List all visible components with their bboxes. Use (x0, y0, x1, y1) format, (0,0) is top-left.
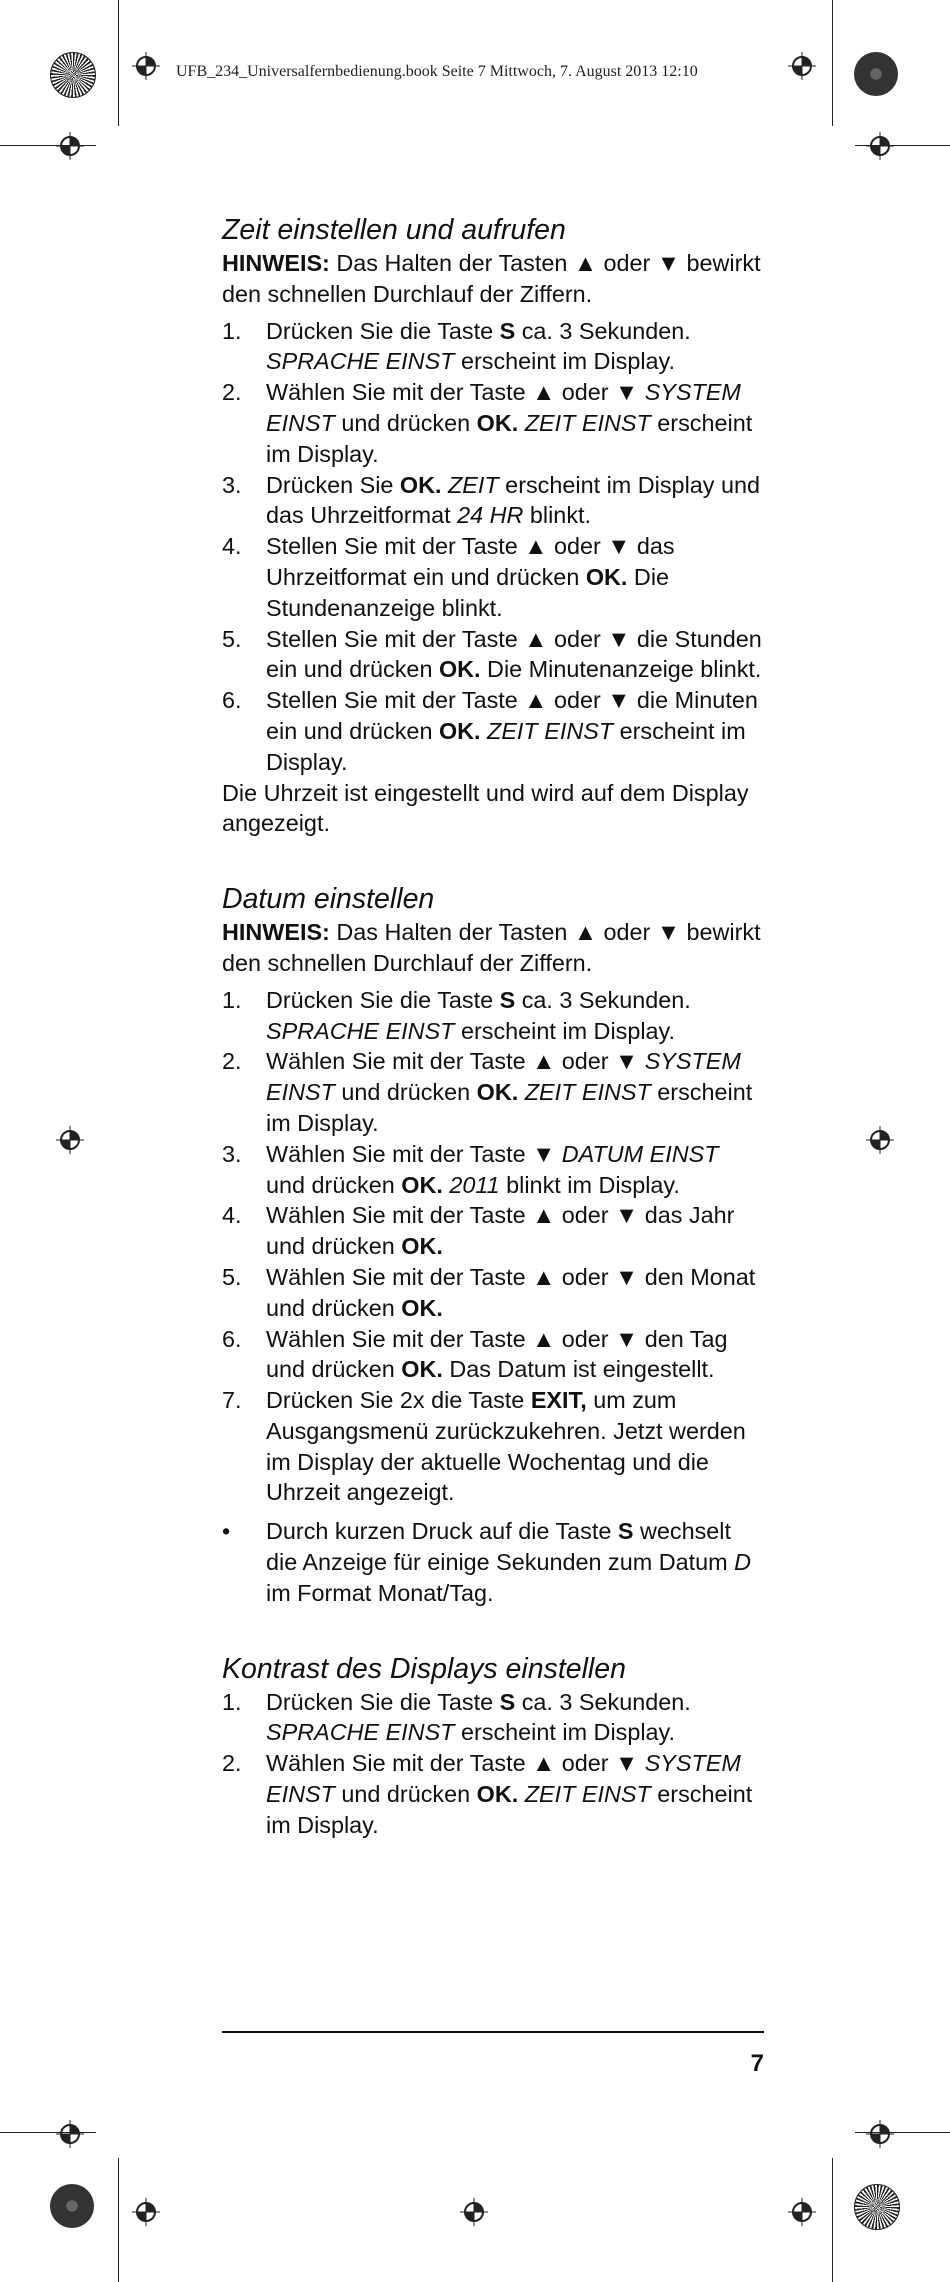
bold-text: S (499, 986, 516, 1013)
italic-text: ZEIT EINST (487, 717, 614, 744)
text-run: Drücken Sie die Taste (266, 986, 500, 1013)
registration-mark-icon (866, 2120, 894, 2148)
text-run: wechselt die Anzeige für einige Sekunden zum Datum (266, 1518, 735, 1576)
text-run: Wählen Sie mit der Taste ▲ oder ▼ (266, 379, 645, 406)
step-text (266, 1262, 764, 1324)
step-text (266, 685, 764, 777)
note (222, 248, 764, 310)
step-text (266, 1687, 764, 1749)
italic-text: ZEIT (448, 471, 499, 498)
bold-text: OK. (476, 409, 519, 436)
step-text (266, 985, 764, 1047)
text-run: Drücken Sie (266, 471, 400, 498)
bullet-text (266, 1516, 764, 1608)
text-run: und drücken (334, 1781, 477, 1808)
italic-text: DATUM EINST (561, 1140, 719, 1167)
section-title: Zeit einstellen und aufrufen (222, 214, 566, 246)
italic-text: ZEIT EINST (524, 409, 651, 436)
print-header: UFB_234_Universalfernbedienung.book Seite 7 Mittwoch, 7. August 2013 12:10 (176, 63, 698, 80)
text-run: erscheint im Display und das Uhrzeitformat (266, 471, 760, 529)
step-list (222, 985, 764, 1509)
bullet-mark: • (222, 1518, 231, 1545)
text-run: erscheint im Display. (266, 717, 746, 775)
bold-text: OK. (585, 563, 628, 590)
list-item (222, 1324, 764, 1386)
list-item (222, 1748, 764, 1840)
step-text (266, 1139, 764, 1201)
bold-text: EXIT, (530, 1387, 587, 1414)
step-number: 2. (222, 379, 242, 406)
list-item (222, 531, 764, 623)
step-number: 4. (222, 533, 242, 560)
closing-text: Die Uhrzeit ist eingestellt und wird auf dem Display angezeigt. (222, 779, 749, 837)
registration-mark-icon (56, 2120, 84, 2148)
text-run: Drücken Sie 2x die Taste (266, 1387, 531, 1414)
italic-text: SYSTEM EINST (266, 379, 741, 436)
step-list (222, 316, 764, 778)
registration-mark-icon (866, 132, 894, 160)
text-run: und drücken (334, 1079, 477, 1106)
step-number: 3. (222, 471, 242, 498)
page-content (222, 212, 764, 1841)
text-run: erscheint im Display. (266, 409, 753, 467)
note-text: Das Halten der Tasten ▲ oder ▼ bewirkt den schnellen Durchlauf der Ziffern. (222, 919, 761, 976)
note-text: Das Halten der Tasten ▲ oder ▼ bewirkt den schnellen Durchlauf der Ziffern. (222, 250, 761, 307)
list-item (222, 377, 764, 469)
step-text (266, 316, 764, 378)
text-run: Wählen Sie mit der Taste ▼ (266, 1140, 562, 1167)
color-target-icon (854, 52, 898, 96)
list-item (222, 1200, 764, 1262)
text-run: Wählen Sie mit der Taste ▲ oder ▼ (266, 1750, 645, 1777)
registration-mark-icon (56, 1126, 84, 1154)
text-run: und drücken (266, 1171, 402, 1198)
italic-text: 24 HR (457, 502, 524, 529)
text-run: im Format Monat/Tag. (266, 1579, 494, 1606)
registration-mark-icon (132, 2198, 160, 2226)
list-item (222, 685, 764, 777)
bold-text: OK. (401, 1356, 443, 1383)
step-text (266, 1748, 764, 1840)
list-item (222, 1139, 764, 1201)
italic-text: ZEIT EINST (524, 1079, 651, 1106)
step-text (266, 1200, 764, 1262)
text-run: Die Minutenanzeige blinkt. (480, 656, 762, 683)
list-item (222, 316, 764, 378)
step-number: 6. (222, 687, 242, 714)
bold-text: OK. (438, 717, 481, 744)
text-run: blinkt im Display. (499, 1171, 680, 1198)
text-run: Durch kurzen Druck auf die Taste (266, 1518, 618, 1545)
note-label: HINWEIS: (222, 250, 330, 276)
step-number: 1. (222, 1688, 242, 1715)
bold-text: OK. (401, 1294, 443, 1321)
text-run: blinkt. (523, 502, 592, 529)
text-run: erscheint im Display. (454, 348, 676, 375)
bold-text: OK. (399, 471, 442, 498)
bold-text: OK. (401, 1233, 443, 1260)
bullet-item (222, 1516, 764, 1608)
text-run: erscheint im Display. (266, 1781, 753, 1838)
text-run: erscheint im Display. (454, 1017, 676, 1044)
list-item (222, 1385, 764, 1508)
list-item (222, 985, 764, 1047)
bold-text: S (499, 317, 516, 344)
color-target-icon (50, 52, 96, 98)
step-number: 3. (222, 1140, 242, 1167)
text-run: Das Datum ist eingestellt. (442, 1356, 715, 1383)
text-run: erscheint im Display. (266, 1079, 753, 1136)
italic-text: ZEIT EINST (524, 1781, 651, 1808)
note (222, 917, 764, 979)
list-item (222, 1687, 764, 1749)
text-run: Die Stundenanzeige blinkt. (266, 563, 670, 621)
text-run: Wählen Sie mit der Taste ▲ oder ▼ den Tag und drücken (266, 1325, 728, 1383)
step-number: 2. (222, 1750, 242, 1777)
step-number: 2. (222, 1048, 242, 1075)
step-number: 1. (222, 986, 242, 1013)
list-item (222, 1262, 764, 1324)
bold-text: OK. (476, 1781, 519, 1808)
step-text (266, 470, 764, 532)
bold-text: S (499, 1688, 516, 1715)
list-item (222, 624, 764, 686)
bold-text: OK. (476, 1079, 519, 1106)
text-run: Stellen Sie mit der Taste ▲ oder ▼ die Stunden ein und drücken (266, 625, 762, 683)
italic-text: SPRACHE EINST (266, 1719, 455, 1746)
bold-text: OK. (401, 1171, 443, 1198)
section-zeit-einstellen (222, 212, 764, 839)
step-number: 5. (222, 1263, 242, 1290)
italic-text: SPRACHE EINST (266, 348, 455, 375)
text-run: Stellen Sie mit der Taste ▲ oder ▼ das Uhrzeitformat ein und drücken (266, 533, 675, 590)
italic-text: SYSTEM EINST (266, 1750, 741, 1808)
text-run: Stellen Sie mit der Taste ▲ oder ▼ die Minuten ein und drücken (266, 687, 758, 744)
note-label: HINWEIS: (222, 919, 330, 946)
bold-text: S (617, 1518, 634, 1545)
step-text (266, 1385, 764, 1508)
step-text (266, 1046, 764, 1138)
section-title: Kontrast des Displays einstellen (222, 1652, 626, 1685)
italic-text: SYSTEM EINST (266, 1048, 741, 1106)
text-run: ca. 3 Sekunden. (515, 986, 691, 1013)
section-datum-einstellen (222, 881, 764, 1609)
registration-mark-icon (460, 2198, 488, 2226)
step-text (266, 1324, 764, 1386)
text-run: Drücken Sie die Taste (266, 1688, 500, 1715)
bold-text: OK. (438, 656, 481, 683)
step-number: 6. (222, 1325, 242, 1352)
registration-mark-icon (56, 132, 84, 160)
text-run: erscheint im Display. (454, 1719, 676, 1746)
registration-mark-icon (788, 52, 816, 80)
text-run: Drücken Sie die Taste (266, 317, 500, 344)
list-item (222, 470, 764, 532)
page-number: 7 (750, 2050, 764, 2077)
registration-mark-icon (866, 1126, 894, 1154)
italic-text: 2011 (449, 1171, 500, 1198)
step-number: 4. (222, 1202, 242, 1229)
step-text (266, 624, 764, 686)
list-item (222, 1046, 764, 1138)
registration-mark-icon (132, 52, 160, 80)
text-run: Wählen Sie mit der Taste ▲ oder ▼ den Monat und drücken (266, 1263, 756, 1321)
step-text (266, 531, 764, 623)
section-title: Datum einstellen (222, 883, 435, 916)
italic-text: D (734, 1549, 752, 1576)
step-number: 1. (222, 317, 242, 344)
color-target-icon (854, 2184, 900, 2230)
italic-text: SPRACHE EINST (266, 1017, 455, 1044)
text-run: ca. 3 Sekunden. (515, 317, 691, 344)
text-run: Wählen Sie mit der Taste ▲ oder ▼ (266, 1048, 645, 1075)
text-run: um zum Ausgangsmenü zurückzukehren. Jetzt werden im Display der aktuelle Wochentag und die Uhrzeit angezeigt. (266, 1387, 746, 1506)
step-number: 5. (222, 625, 242, 652)
step-text (266, 377, 764, 469)
text-run: Wählen Sie mit der Taste ▲ oder ▼ das Jahr und drücken (266, 1202, 735, 1260)
footer-rule (222, 2031, 764, 2033)
section-kontrast-einstellen (222, 1651, 764, 1841)
registration-mark-icon (788, 2198, 816, 2226)
step-number: 7. (222, 1387, 242, 1414)
text-run: ca. 3 Sekunden. (515, 1688, 691, 1715)
step-list (222, 1687, 764, 1841)
color-target-icon (50, 2184, 94, 2228)
text-run: und drücken (334, 409, 477, 436)
